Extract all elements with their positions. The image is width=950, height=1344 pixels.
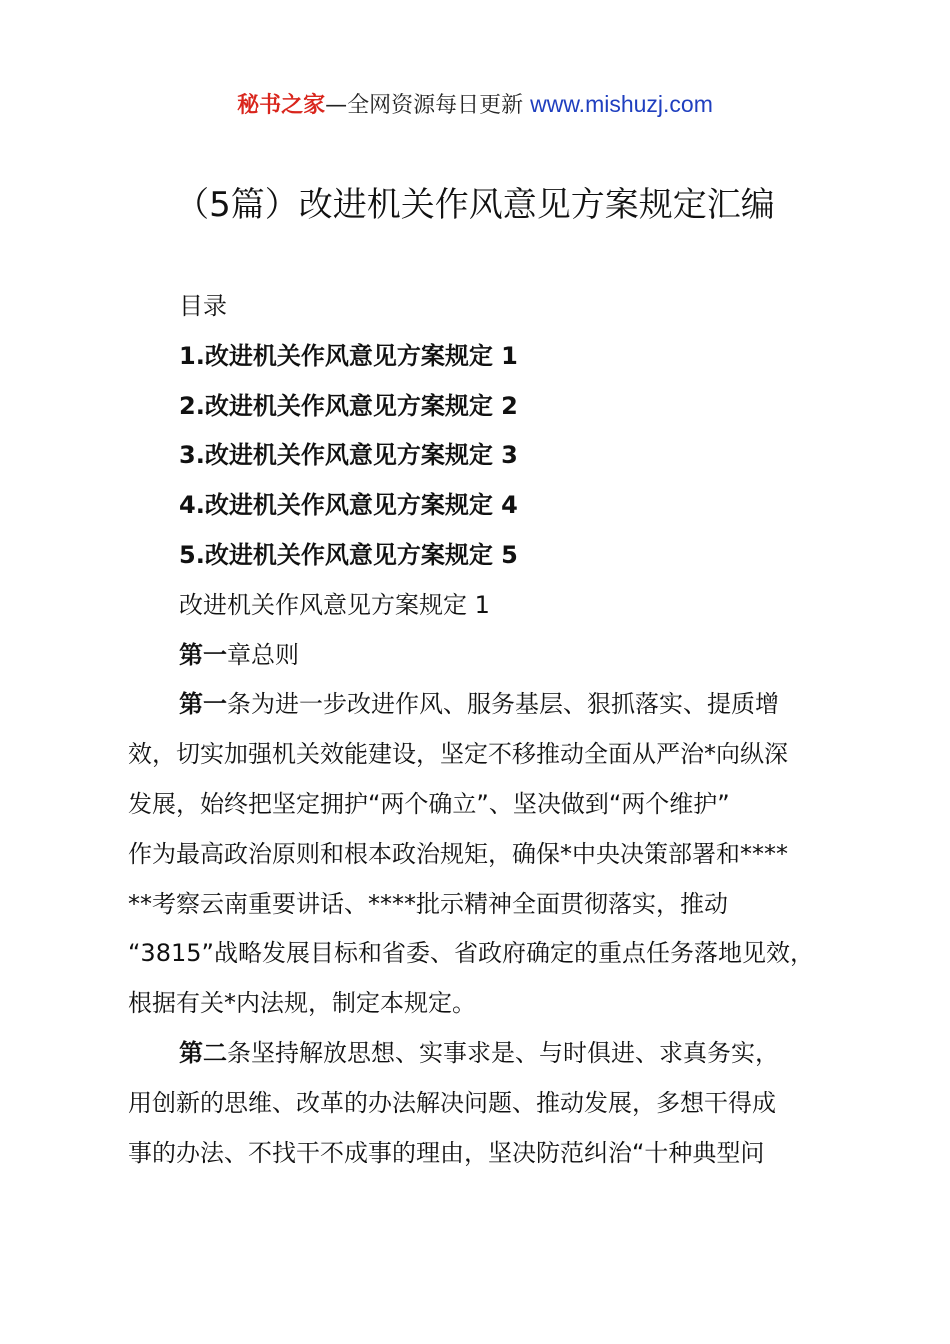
article-1-text: 条为进一步改进作风、服务基层、狠抓落实、提质增 [227, 690, 779, 719]
header-slogan: —全网资源每日更新 [325, 93, 531, 118]
article-2-line-1 [128, 1029, 838, 1079]
section-title: 改进机关作风意见方案规定 1 [179, 590, 490, 619]
article-1-label: 第一 [179, 690, 227, 719]
article-1-line-7: 根据有关*内法规，制定本规定。 [128, 989, 476, 1018]
chapter-label: 第一 [179, 640, 227, 669]
article-1-line-4: 作为最高政治原则和根本政治规矩，确保*中央决策部署和**** [128, 839, 788, 868]
brand-name: 秘书之家 [237, 93, 326, 118]
document-title: （5篇）改进机关作风意见方案规定汇编 [175, 185, 775, 225]
article-1-line-6: “3815”战略发展目标和省委、省政府确定的重点任务落地见效， [128, 939, 814, 968]
article-1-line-1 [128, 680, 838, 730]
article-2-label: 第二 [179, 1038, 227, 1067]
chapter-name: 章总则 [227, 640, 299, 669]
article-2-line-3: 事的办法、不找干不成事的理由，坚决防范纠治“十种典型问 [128, 1138, 765, 1167]
toc-item-3[interactable]: 3.改进机关作风意见方案规定 3 [179, 441, 518, 470]
toc-item-1[interactable]: 1.改进机关作风意见方案规定 1 [179, 341, 518, 370]
article-1-line-5: **考察云南重要讲话、****批示精神全面贯彻落实，推动 [128, 889, 728, 918]
toc-item-5[interactable]: 5.改进机关作风意见方案规定 5 [179, 540, 518, 569]
site-header [0, 88, 950, 122]
toc-item-2[interactable]: 2.改进机关作风意见方案规定 2 [179, 391, 518, 420]
document-body [128, 282, 838, 1178]
article-1-line-3: 发展，始终把坚定拥护“两个确立”、坚决做到“两个维护” [128, 789, 730, 818]
toc-heading: 目录 [179, 292, 227, 320]
site-url-link[interactable]: www.mishuzj.com [530, 91, 713, 117]
article-2-line-2: 用创新的思维、改革的办法解决问题、推动发展，多想干得成 [128, 1088, 776, 1117]
article-1-line-2: 效，切实加强机关效能建设，坚定不移推动全面从严治*向纵深 [128, 740, 788, 769]
chapter-heading [128, 631, 838, 681]
toc-item-4[interactable]: 4.改进机关作风意见方案规定 4 [179, 491, 518, 520]
article-2-text: 条坚持解放思想、实事求是、与时俱进、求真务实， [227, 1038, 779, 1067]
